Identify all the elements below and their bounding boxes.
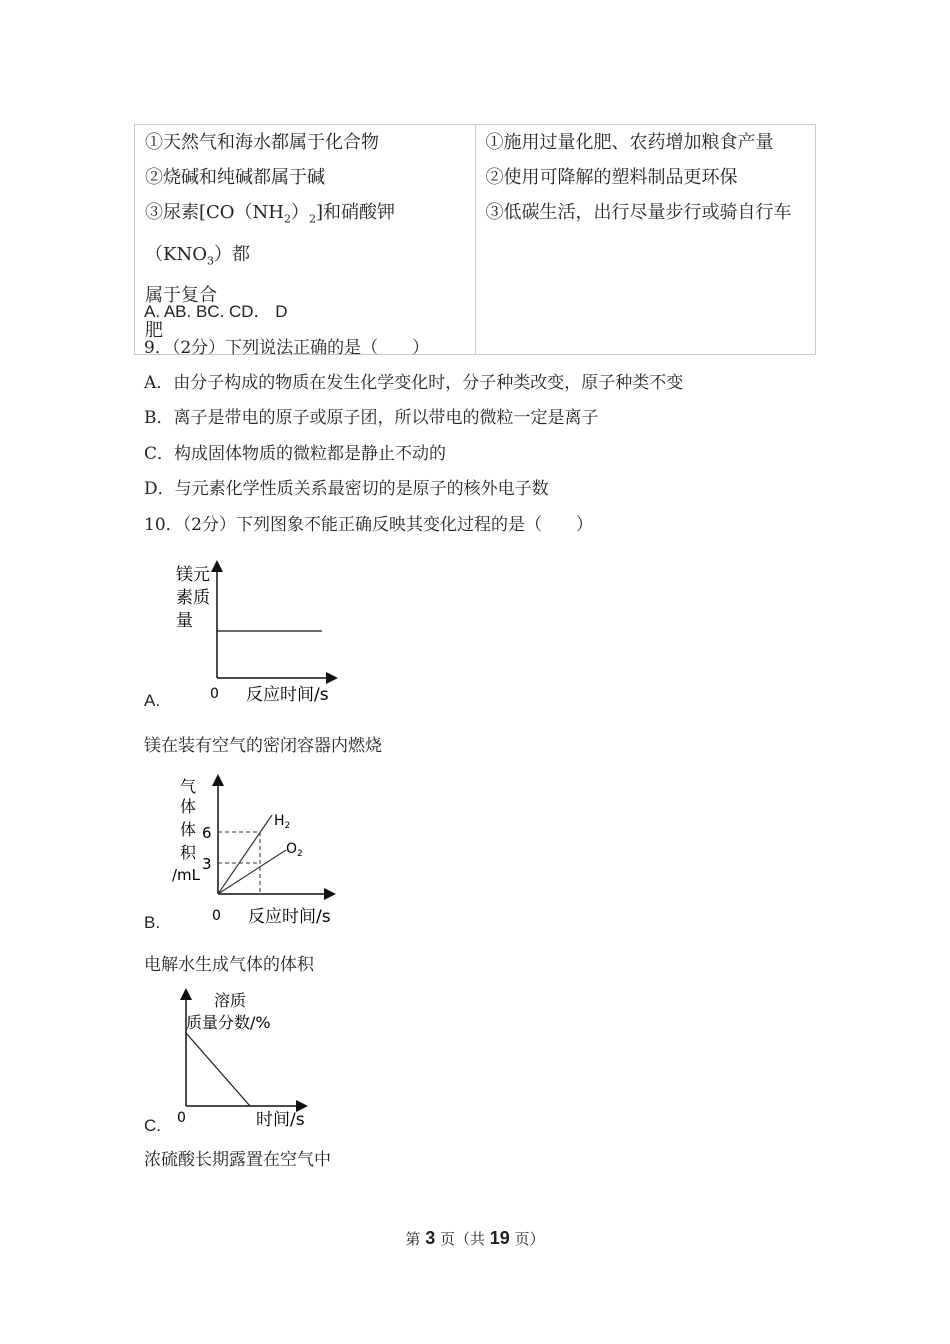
right-item-2: ②使用可降解的塑料制品更环保 bbox=[485, 167, 738, 188]
option-b-letter: B. bbox=[144, 913, 161, 932]
graph-b-tick-6: 6 bbox=[202, 824, 212, 842]
graph-c-ylabel-1: 溶质 bbox=[214, 991, 247, 1010]
footer-page-number: 3 bbox=[425, 1228, 436, 1248]
graph-b-tick-3: 3 bbox=[202, 855, 212, 873]
option-a-caption: 镁在装有空气的密闭容器内燃烧 bbox=[144, 736, 382, 756]
left-item-3-cont: 属于复合 bbox=[145, 285, 217, 307]
option-c-letter: C. bbox=[144, 1116, 161, 1135]
page-footer: 第 3 页（共 19 页） bbox=[405, 1228, 545, 1248]
graph-c-ylabel-2: 质量分数/% bbox=[186, 1013, 271, 1032]
graph-b-o2-label: $O_2$ bbox=[286, 841, 303, 859]
question-9-option-d: D．与元素化学性质关系最密切的是原子的核外电子数 bbox=[144, 479, 549, 499]
left-item-3: ③尿素$[CO(NH_2)_2]$和硝酸钾$(KNO_3)$都 bbox=[145, 202, 396, 268]
graph-b-o2-line bbox=[218, 850, 286, 894]
question-9-option-a: A．由分子构成的物质在发生化学变化时，分子种类改变，原子种类不变 bbox=[144, 373, 684, 393]
right-item-1: ①施用过量化肥、农药增加粮食产量 bbox=[485, 132, 774, 153]
graph-b-origin: 0 bbox=[212, 908, 221, 924]
graph-b-ylabel-1: 气 bbox=[180, 777, 197, 796]
graph-b-ylabel-3: 体 bbox=[180, 820, 197, 839]
graph-a-ylabel-1: 镁元 bbox=[176, 565, 210, 585]
graph-c-origin: 0 bbox=[177, 1110, 186, 1126]
question-9-stem: 9．（2分）下列说法正确的是（ ） bbox=[144, 338, 430, 358]
question-9-option-c: C．构成固体物质的微粒都是静止不动的 bbox=[144, 444, 447, 464]
graph-b-ylabel-2: 体 bbox=[180, 797, 197, 816]
graph-c bbox=[170, 986, 330, 1136]
graph-a-ylabel-3: 量 bbox=[176, 611, 193, 631]
graph-a-origin: 0 bbox=[210, 686, 219, 702]
footer-total-pages: 19 bbox=[489, 1228, 510, 1248]
answer-choices-line: A. AB. BC. CD． D bbox=[144, 302, 288, 321]
graph-c-xlabel: 时间/s bbox=[256, 1110, 305, 1130]
graph-a-xlabel: 反应时间/s bbox=[246, 685, 329, 705]
option-a-letter: A. bbox=[144, 691, 161, 710]
graph-c-decline-line bbox=[186, 1033, 250, 1106]
question-9-option-b: B．离子是带电的原子或原子团，所以带电的微粒一定是离子 bbox=[144, 408, 599, 428]
graph-b-xlabel: 反应时间/s bbox=[248, 907, 331, 927]
graph-b-ylabel-4: 积 bbox=[180, 843, 197, 862]
graph-b-h2-line bbox=[218, 815, 272, 894]
graph-a bbox=[170, 558, 340, 712]
options-table-right-cell bbox=[475, 125, 816, 355]
question-10-stem: 10．（2分）下列图象不能正确反映其变化过程的是（ ） bbox=[144, 515, 593, 535]
option-b-caption: 电解水生成气体的体积 bbox=[144, 955, 314, 975]
graph-a-ylabel-2: 素质 bbox=[176, 588, 210, 608]
graph-b-h2-label: $H_2$ bbox=[274, 813, 291, 831]
option-c-caption: 浓硫酸长期露置在空气中 bbox=[144, 1150, 331, 1170]
right-item-3: ③低碳生活，出行尽量步行或骑自行车 bbox=[485, 202, 792, 223]
graph-b bbox=[168, 772, 343, 936]
left-item-2: ②烧碱和纯碱都属于碱 bbox=[145, 167, 325, 188]
left-item-3-cont2: 肥 bbox=[145, 320, 163, 342]
left-item-1: ①天然气和海水都属于化合物 bbox=[145, 132, 379, 153]
graph-b-yunit: /mL bbox=[172, 866, 201, 884]
